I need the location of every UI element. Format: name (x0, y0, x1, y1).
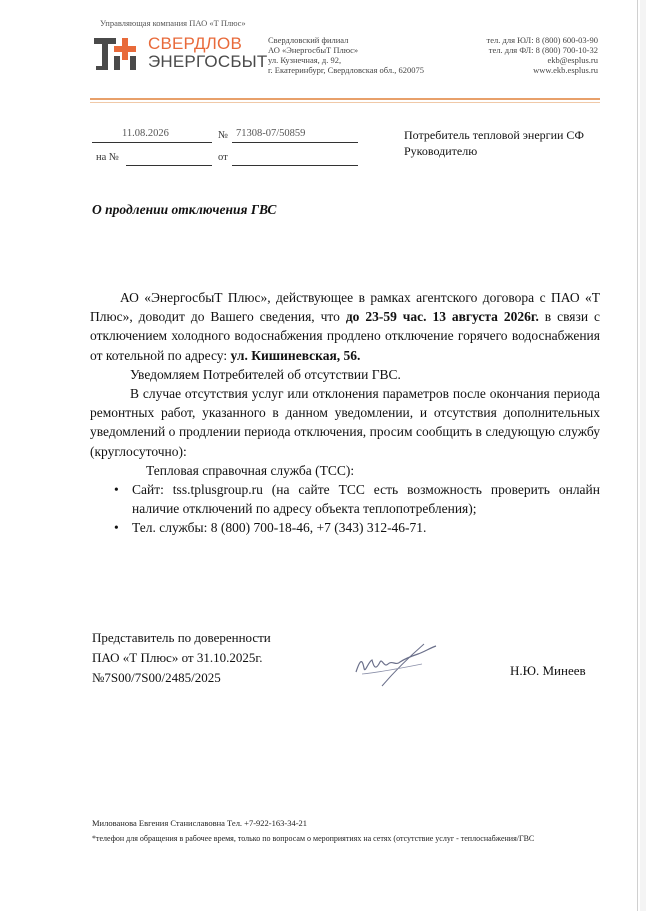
signer-name: Н.Ю. Минеев (510, 663, 586, 678)
date-underline (92, 142, 212, 143)
letter-subject: О продлении отключения ГВС (92, 202, 277, 217)
paragraph-4: Тепловая справочная служба (ТСС): (146, 462, 355, 478)
header-divider (90, 98, 600, 100)
branch-line: ул. Кузнечная, д. 92, (268, 55, 342, 65)
handwritten-signature (352, 638, 444, 690)
in-reply-label: на № (96, 152, 119, 163)
paragraph-2: Уведомляем Потребителей об отсутствии ГВС. (130, 366, 401, 382)
branch-line: г. Екатеринбург, Свердловская обл., 620075 (268, 65, 425, 75)
number-label: № (218, 130, 229, 141)
number-underline (232, 142, 358, 143)
bullet-icon: • (114, 520, 119, 536)
footer-note: *телефон для обращения в рабочее время, только по вопросам о мероприятиях на сетях (отсутствие услуг - теплоснабжения/ГВС (92, 834, 535, 843)
logo-line-1: СВЕРДЛОВ (148, 34, 242, 53)
email: ekb@esplus.ru (547, 55, 598, 65)
branch-line: АО «ЭнергосбыТ Плюс» (268, 45, 359, 55)
letter-body (90, 288, 600, 538)
executor-info: Милованова Евгения Станиславовна Тел. +7-922-163-34-21 (92, 818, 308, 828)
addressee-line-2: Руководителю (404, 144, 478, 158)
logo-wordmark (148, 35, 268, 71)
paragraph-3: В случае отсутствия услуг или отклонения параметров после окончания периода ремонтных работ, указанного в данном уведомлении, и отсутствия дополнительных уведомлений о продлении периода отключения, просим сообщить в следующую службу (круглосуточно): (90, 386, 600, 459)
page-shadow (640, 0, 646, 911)
signer-poa-number: №7S00/7S00/2485/2025 (92, 670, 221, 685)
phone-legal: тел. для ЮЛ: 8 (800) 600-03-90 (486, 35, 598, 45)
branch-line: Свердловский филиал (268, 35, 349, 45)
service-contacts-list (90, 480, 600, 538)
contact-block (487, 35, 598, 75)
signer-title: Представитель по доверенности (92, 630, 271, 645)
website: www.ekb.esplus.ru (533, 65, 598, 75)
branch-address (268, 35, 424, 75)
letter-number: 71308-07/50859 (236, 128, 306, 139)
addressee-line-1: Потребитель тепловой энергии СФ (404, 128, 584, 142)
logo-line-2: ЭНЕРГОСБЫТ (148, 52, 268, 71)
addressee (404, 127, 584, 159)
bullet-icon: • (114, 482, 119, 498)
signer-block (92, 628, 271, 688)
list-item: • Тел. службы: 8 (800) 700-18-46, +7 (343) 312-46-71. (90, 518, 600, 537)
signer-power-of-attorney: ПАО «Т Плюс» от 31.10.2025г. (92, 650, 263, 665)
from-underline (232, 165, 358, 166)
page-edge (637, 0, 638, 911)
letter-date: 11.08.2026 (122, 128, 169, 139)
header-divider-thin (90, 102, 600, 103)
in-reply-underline (126, 165, 212, 166)
company-logo (92, 32, 268, 74)
parent-company-line: Управляющая компания ПАО «Т Плюс» (100, 18, 246, 28)
t-plus-logo-icon (92, 32, 142, 74)
phone-individual: тел. для ФЛ: 8 (800) 700-10-32 (488, 45, 598, 55)
from-label: от (218, 152, 228, 163)
paragraph-1: АО «ЭнергосбыТ Плюс», действующее в рамках агентского договора с ПАО «Т Плюс», доводит до Вашего сведения, что до 23-59 час. 13 августа 2026г. в связи с отключением холодного водоснабжения продлено отключение горячего водоснабжения от котельной по адресу: ул. Кишиневская, 56. (90, 290, 601, 363)
list-item: • Сайт: tss.tplusgroup.ru (на сайте ТСС есть возможность проверить онлайн наличие отключений по адресу объекта теплопотребления); (114, 482, 600, 517)
